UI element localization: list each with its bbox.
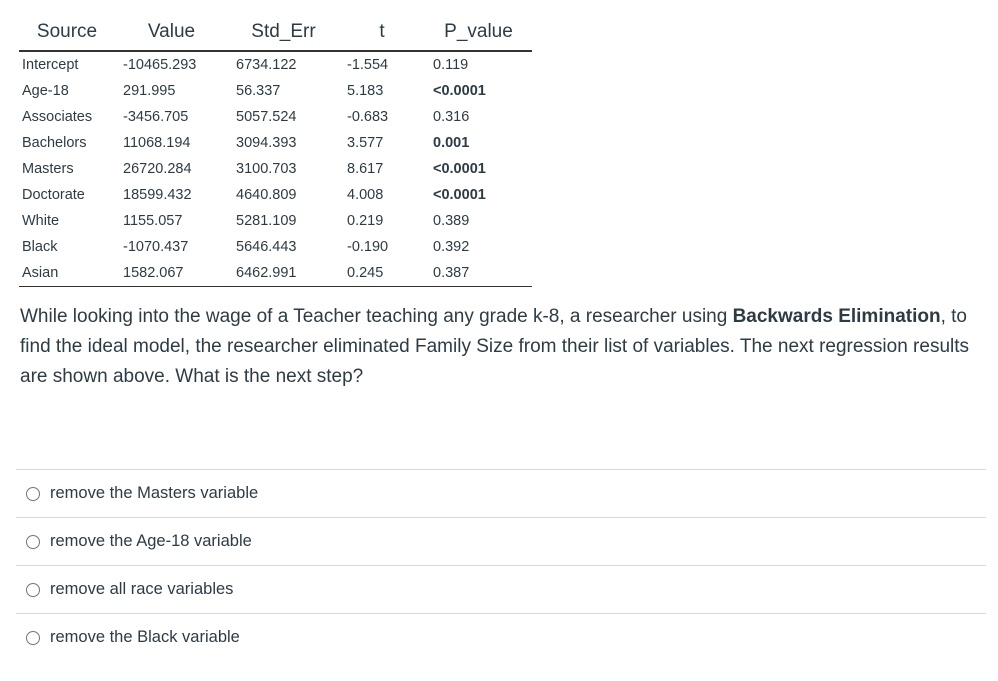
cell-std-err: 3094.393 [236,135,297,151]
cell-source: Asian [19,260,115,287]
header-std-err: Std_Err [228,14,339,51]
answer-label: remove the Masters variable [50,484,259,502]
table-row [19,104,532,130]
table-row [19,78,532,104]
answer-option[interactable] [16,613,986,661]
cell-t: 5.183 [347,83,384,99]
table-row [19,156,532,182]
cell-source: Age-18 [22,83,69,99]
cell-value: -3456.705 [123,109,189,125]
table-row [19,130,532,156]
cell-value: 1582.067 [115,260,228,287]
cell-t: -1.554 [347,57,389,73]
question-text-before: While looking into the wage of a Teacher teaching any grade k-8, a researcher using [20,306,733,327]
cell-source: Doctorate [22,187,85,203]
answer-label: remove the Black variable [50,628,240,646]
answer-options [16,469,986,661]
cell-source: Bachelors [22,135,87,151]
answer-option[interactable] [16,565,986,613]
answer-label: remove the Age-18 variable [50,532,252,550]
cell-value: -10465.293 [123,57,197,73]
answer-label: remove all race variables [50,580,234,598]
cell-t: -0.190 [347,239,389,255]
cell-value: 291.995 [123,83,176,99]
cell-p-value: <0.0001 [433,83,486,99]
cell-p-value: 0.387 [425,260,532,287]
radio-button[interactable] [26,535,40,549]
cell-p-value: 0.316 [433,109,470,125]
cell-std-err: 6462.991 [228,260,339,287]
cell-std-err: 4640.809 [236,187,297,203]
cell-std-err: 5057.524 [236,109,297,125]
answer-option[interactable] [16,469,986,517]
cell-t: 8.617 [347,161,384,177]
question-bold-term: Backwards Elimination [732,306,941,327]
cell-t: 3.577 [347,135,384,151]
cell-std-err: 3100.703 [236,161,297,177]
cell-value: 26720.284 [123,161,192,177]
table-row [19,182,532,208]
answer-option[interactable] [16,517,986,565]
cell-value: 1155.057 [123,213,183,229]
radio-button[interactable] [26,583,40,597]
cell-p-value: 0.001 [433,135,470,151]
table-row [19,260,532,287]
header-p-value: P_value [425,14,532,51]
cell-p-value: <0.0001 [433,187,486,203]
table-row [19,234,532,260]
radio-button[interactable] [26,631,40,645]
header-source: Source [19,14,115,51]
cell-source: White [22,213,60,229]
cell-p-value: 0.119 [433,57,469,73]
cell-source: Black [22,239,58,255]
header-t: t [339,14,425,51]
cell-t: 4.008 [347,187,384,203]
cell-source: Associates [22,109,93,125]
cell-p-value: <0.0001 [433,161,486,177]
cell-t: 0.245 [339,260,425,287]
cell-source: Masters [22,161,74,177]
cell-source: Intercept [22,57,79,73]
cell-p-value: 0.389 [433,213,470,229]
cell-t: 0.219 [347,213,384,229]
radio-button[interactable] [26,487,40,501]
cell-std-err: 6734.122 [236,57,297,73]
table-row [19,208,532,234]
header-value: Value [115,14,228,51]
cell-std-err: 5646.443 [236,239,297,255]
cell-std-err: 5281.109 [236,213,297,229]
cell-std-err: 56.337 [236,83,281,99]
cell-value: 18599.432 [123,187,192,203]
cell-value: 11068.194 [123,135,191,151]
question-text-after: , to find the ideal model, the researcher eliminated Family Size from their list of variables. The next regression results are shown above. What is the next step? [20,306,970,387]
cell-t: -0.683 [347,109,389,125]
table-header-row [19,14,532,51]
regression-results-table [19,14,532,287]
table-row [19,51,532,78]
cell-p-value: 0.392 [433,239,470,255]
cell-value: -1070.437 [123,239,189,255]
question-text [20,302,992,392]
